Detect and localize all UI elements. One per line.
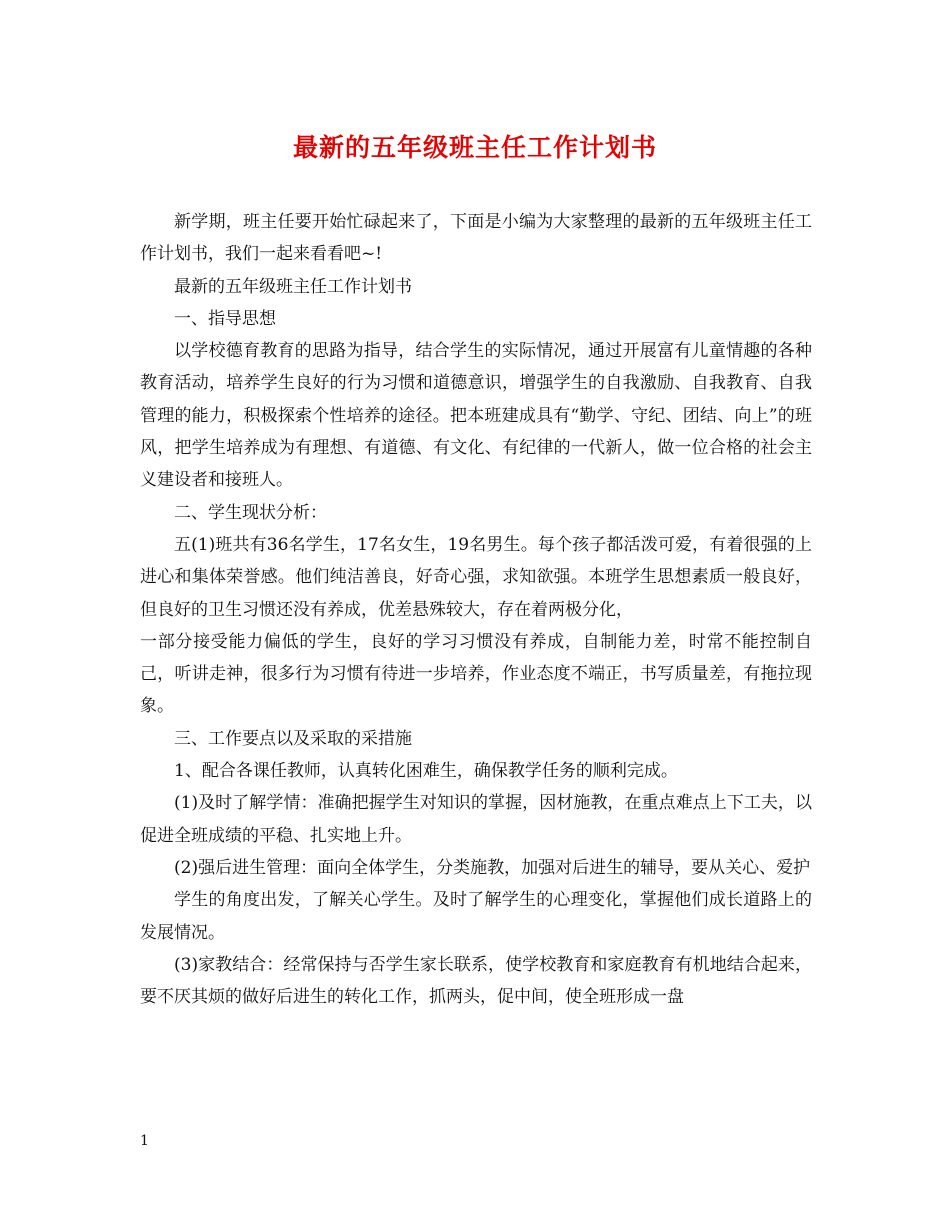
paragraph-point-1: 1、配合各课任教师，认真转化困难生，确保教学任务的顺利完成。 — [174, 761, 678, 782]
page-number: 1 — [140, 1133, 149, 1149]
paragraph-point-1-2: (2)强后进生管理：面向全体学生，分类施教，加强对后进生的辅导，要从关心、爱护 — [174, 857, 811, 878]
paragraph-intro: 新学期，班主任要开始忙碌起来了，下面是小编为大家整理的最新的五年级班主任工作计划书，我们一起来看看吧~! — [140, 212, 812, 265]
paragraph-student-analysis-continued: 一部分接受能力偏低的学生，良好的学习习惯没有养成，自制能力差，时常不能控制自己，听讲走神，很多行为习惯有待进一步培养，作业态度不端正，书写质量差，有拖拉现象。 — [140, 631, 812, 717]
paragraph-guiding-ideology: 以学校德育教育的思路为指导，结合学生的实际情况，通过开展富有儿童情趣的各种教育活动，培养学生良好的行为习惯和道德意识，增强学生的自我激励、自我教育、自我管理的能力，积极探索个性培养的途径。把本班建成具有“勤学、守纪、团结、向上”的班风，把学生培养成为有理想、有道德、有文化、有纪律的一代新人，做一位合格的社会主义建设者和接班人。 — [140, 341, 812, 491]
paragraph-point-1-1: (1)及时了解学情：准确把握学生对知识的掌握，因材施教，在重点难点上下工夫，以促进全班成绩的平稳、扎实地上升。 — [140, 793, 812, 846]
document-body — [140, 206, 812, 1013]
paragraph-point-1-2-continued: 学生的角度出发，了解关心学生。及时了解学生的心理变化，掌握他们成长道路上的发展情况。 — [140, 890, 812, 943]
document-title: 最新的五年级班主任工作计划书 — [292, 133, 657, 162]
paragraph-point-1-3: (3)家教结合：经常保持与否学生家长联系，使学校教育和家庭教育有机地结合起来，要不厌其烦的做好后进生的转化工作，抓两头，促中间，使全班形成一盘 — [140, 954, 812, 1008]
paragraph-student-analysis: 五(1)班共有36名学生，17名女生，19名男生。每个孩子都活泼可爱，有着很强的上进心和集体荣誉感。他们纯洁善良，好奇心强，求知欲强。本班学生思想素质一般良好，但良好的卫生习惯还没有养成，优差悬殊较大，存在着两极分化， — [140, 534, 812, 620]
paragraph-subtitle: 最新的五年级班主任工作计划书 — [174, 276, 412, 297]
heading-student-analysis: 二、学生现状分析： — [174, 502, 327, 523]
heading-guiding-ideology: 一、指导思想 — [174, 308, 276, 329]
heading-work-points: 三、工作要点以及采取的采措施 — [174, 728, 412, 749]
